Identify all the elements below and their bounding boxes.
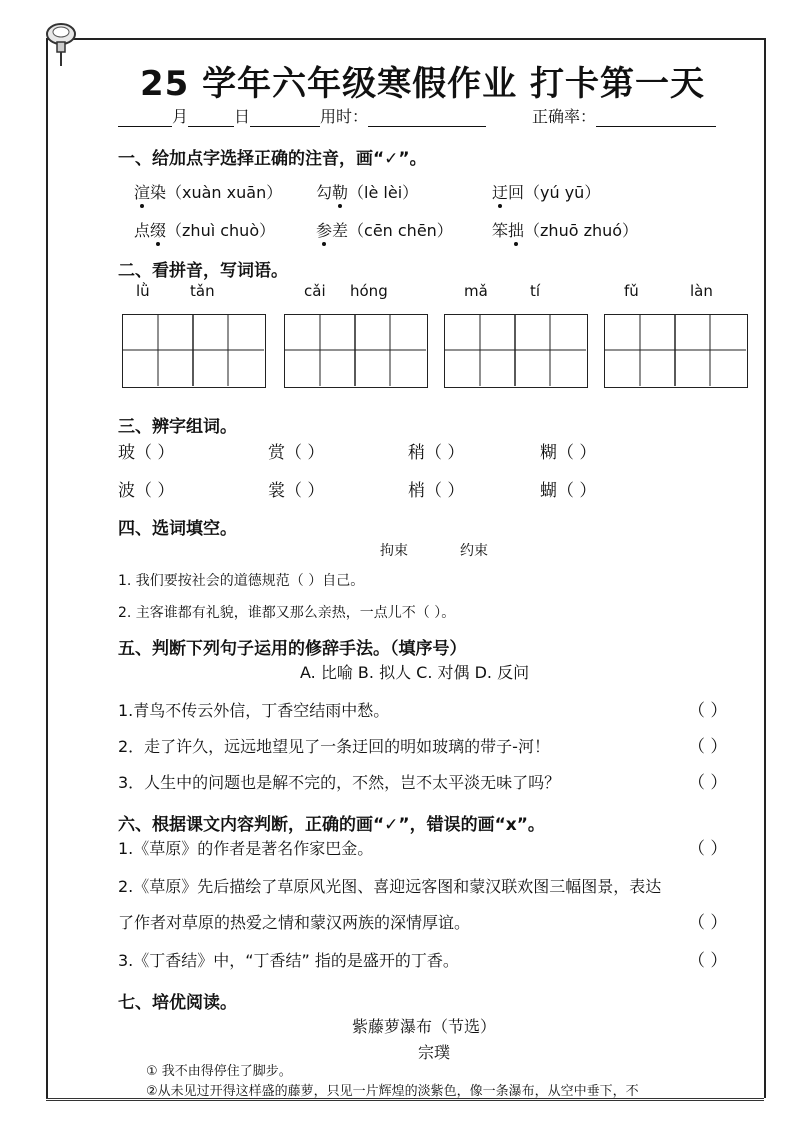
pinyin-2a: cǎi bbox=[304, 282, 326, 300]
time-used-blank[interactable] bbox=[368, 112, 486, 127]
grid-lines bbox=[285, 315, 426, 386]
pinyin-2b: hóng bbox=[350, 282, 388, 300]
word-pair-2b[interactable]: 裳（ ） bbox=[268, 481, 325, 501]
writing-grid-1[interactable] bbox=[122, 314, 266, 388]
section6-title: 六、根据课文内容判断，正确的画“✓”，错误的画“x”。 bbox=[118, 815, 545, 835]
dotted-char: 渲 bbox=[134, 180, 150, 203]
section5-title: 五、判断下列句子运用的修辞手法。（填序号） bbox=[118, 639, 467, 659]
answer-box-5-1[interactable]: （ ） bbox=[688, 701, 728, 721]
answer-box-6-2[interactable]: （ ） bbox=[688, 913, 728, 933]
section1-title: 一、给加点字选择正确的注音，画“✓”。 bbox=[118, 149, 427, 169]
writing-grid-3[interactable] bbox=[444, 314, 588, 388]
answer-box-5-3[interactable]: （ ） bbox=[688, 773, 728, 793]
section7-title: 七、培优阅读。 bbox=[118, 993, 237, 1013]
section1-item-5[interactable]: 参差（cēn chēn） bbox=[316, 218, 453, 241]
word-pair-4a[interactable]: 糊（ ） bbox=[540, 443, 597, 463]
answer-box-6-3[interactable]: （ ） bbox=[688, 951, 728, 971]
dotted-char: 缀 bbox=[150, 218, 166, 241]
section6-question-1: 1.《草原》的作者是著名作家巴金。 bbox=[118, 839, 374, 858]
section6-question-2b: 了作者对草原的热爱之情和蒙汉两族的深情厚谊。 bbox=[118, 913, 471, 932]
section3-title: 三、辨字组词。 bbox=[118, 417, 237, 437]
writing-grid-4[interactable] bbox=[604, 314, 748, 388]
word-option-2: 约束 bbox=[460, 543, 488, 559]
section1-item-1[interactable]: 渲染（xuàn xuān） bbox=[134, 180, 282, 203]
passage-paragraph-1: ① 我不由得停住了脚步。 bbox=[146, 1064, 292, 1079]
month-blank[interactable] bbox=[118, 112, 172, 127]
word-pair-3b[interactable]: 梢（ ） bbox=[408, 481, 465, 501]
pinyin-4a: fǔ bbox=[624, 282, 639, 300]
section2-title: 二、看拼音，写词语。 bbox=[118, 261, 288, 281]
grid-lines bbox=[123, 315, 264, 386]
section4-question-1[interactable]: 1. 我们要按社会的道德规范（ ）自己。 bbox=[118, 573, 365, 589]
section1-item-6[interactable]: 笨拙（zhuō zhuó） bbox=[492, 218, 638, 241]
month-label: 月 bbox=[172, 107, 189, 126]
page-border-left bbox=[46, 38, 48, 1098]
page-border-top bbox=[46, 38, 764, 40]
pinyin-3a: mǎ bbox=[464, 282, 488, 300]
word-pair-2a[interactable]: 赏（ ） bbox=[268, 443, 325, 463]
passage-author: 宗璞 bbox=[418, 1043, 451, 1062]
dotted-char: 勒 bbox=[332, 180, 348, 203]
section4-question-2[interactable]: 2. 主客谁都有礼貌，谁都又那么亲热，一点儿不（ ）。 bbox=[118, 605, 456, 621]
pinyin-1a: lǜ bbox=[136, 282, 150, 300]
section1-item-3[interactable]: 迂回（yú yū） bbox=[492, 180, 600, 203]
header-fields bbox=[118, 104, 486, 127]
dotted-char: 迂 bbox=[492, 180, 508, 203]
word-option-1: 拘束 bbox=[380, 543, 408, 559]
word-pair-1a[interactable]: 玻（ ） bbox=[118, 443, 175, 463]
pinyin-4b: làn bbox=[690, 282, 713, 300]
answer-box-6-1[interactable]: （ ） bbox=[688, 839, 728, 859]
accuracy-blank[interactable] bbox=[596, 112, 716, 127]
grid-lines bbox=[445, 315, 586, 386]
accuracy-label: 正确率： bbox=[532, 107, 597, 126]
section1-item-2[interactable]: 勾勒（lè lèi） bbox=[316, 180, 418, 203]
pinyin-1b: tǎn bbox=[190, 282, 215, 300]
answer-box-5-2[interactable]: （ ） bbox=[688, 737, 728, 757]
dotted-char: 拙 bbox=[508, 218, 524, 241]
accuracy-field bbox=[532, 104, 716, 127]
day-label: 日 bbox=[234, 107, 251, 126]
rhetoric-options: A. 比喻 B. 拟人 C. 对偶 D. 反问 bbox=[300, 663, 530, 682]
section5-question-2: 2．走了许久，远远地望见了一条迂回的明如玻璃的带子-河！ bbox=[118, 737, 550, 756]
passage-paragraph-2: ②从未见过开得这样盛的藤萝，只见一片辉煌的淡紫色，像一条瀑布，从空中垂下，不 bbox=[146, 1084, 639, 1099]
page-title: 25 学年六年级寒假作业 打卡第一天 bbox=[140, 64, 705, 104]
dotted-char: 参 bbox=[316, 218, 332, 241]
day-blank[interactable] bbox=[188, 112, 234, 127]
passage-title: 紫藤萝瀑布（节选） bbox=[352, 1017, 497, 1036]
pinyin-3b: tí bbox=[530, 282, 541, 300]
writing-grid-2[interactable] bbox=[284, 314, 428, 388]
section4-title: 四、选词填空。 bbox=[118, 519, 237, 539]
section5-question-3: 3．人生中的问题也是解不完的，不然，岂不太平淡无味了吗？ bbox=[118, 773, 561, 792]
word-pair-1b[interactable]: 波（ ） bbox=[118, 481, 175, 501]
page-border-right bbox=[764, 38, 766, 1098]
section6-question-3: 3.《丁香结》中，“丁香结” 指的是盛开的丁香。 bbox=[118, 951, 459, 970]
time-used-label: 用时： bbox=[320, 107, 369, 126]
time-spacer-blank[interactable] bbox=[250, 112, 320, 127]
word-pair-4b[interactable]: 蝴（ ） bbox=[540, 481, 597, 501]
section5-question-1: 1.青鸟不传云外信，丁香空结雨中愁。 bbox=[118, 701, 390, 720]
word-pair-3a[interactable]: 稍（ ） bbox=[408, 443, 465, 463]
pushpin-icon bbox=[40, 20, 82, 68]
section1-item-4[interactable]: 点缀（zhuì chuò） bbox=[134, 218, 275, 241]
section6-question-2a: 2.《草原》先后描绘了草原风光图、喜迎远客图和蒙汉联欢图三幅图景，表达 bbox=[118, 877, 662, 896]
grid-lines bbox=[605, 315, 746, 386]
